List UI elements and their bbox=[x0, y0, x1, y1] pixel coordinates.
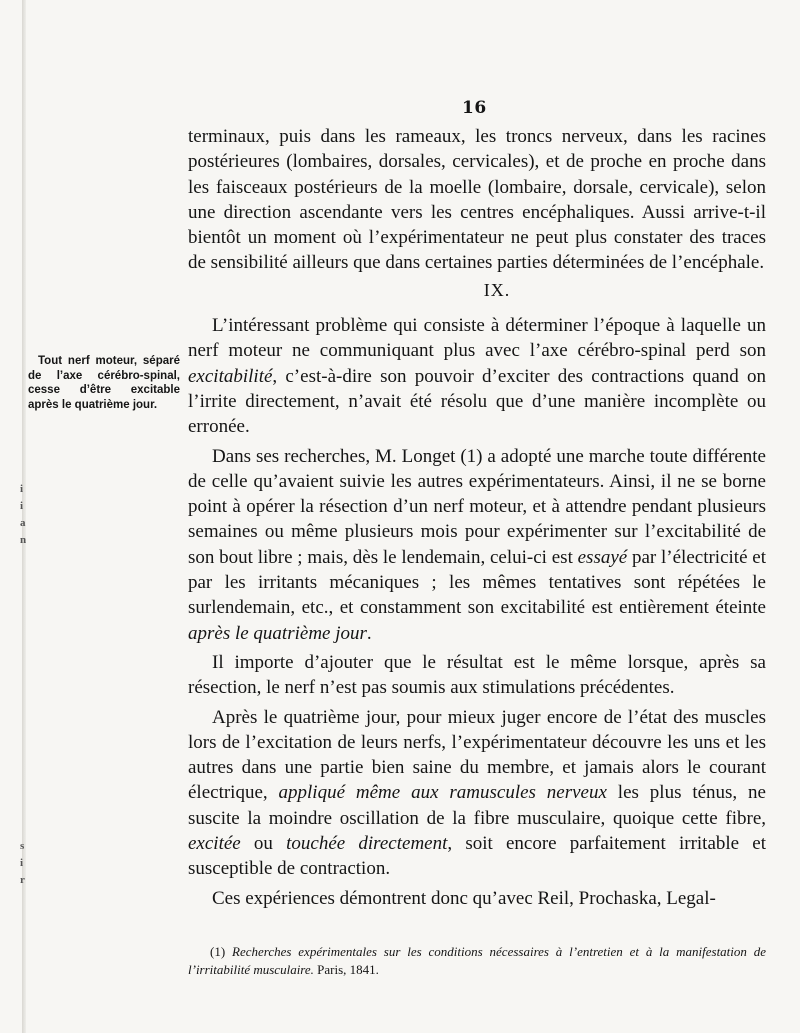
text-run: , c’est-à-dire son pouvoir d’exciter des contractions quand on l’irrite directement, n’avait été résolu que d’une manière incomplète ou erronée. bbox=[188, 365, 766, 438]
paragraph bbox=[188, 124, 766, 276]
text-run: par l’électricité et par les irritants mécaniques ; les mêmes tentatives sont répétées le surlendemain, etc., et constamment son excitabilité est entièrement éteinte bbox=[188, 546, 766, 619]
text-run: Après le quatrième jour, pour mieux juger encore de l’état des muscles lors de l’excitation de leurs nerfs, l’expérimentateur découvre les uns et les autres dans une partie bien saine du membre, et jamais alors le courant électrique, bbox=[188, 706, 766, 804]
footnote-marker: (1) bbox=[210, 944, 226, 959]
italic-text: excitabilité bbox=[188, 365, 273, 387]
footnote-text bbox=[225, 944, 232, 959]
text-run: L’intéressant problème qui consiste à déterminer l’époque à laquelle un nerf moteur ne communiquant plus avec l’axe cérébro-spinal perd son bbox=[188, 315, 766, 362]
paragraph bbox=[188, 313, 766, 439]
text-run: Dans ses recherches, M. Longet (1) a adopté une marche toute différente de celle qu’avaient suivie les autres expérimentateurs. Ainsi, il ne se borne point à opérer la résection d’un nerf moteur, et à attendre pendant plusieurs semaines ou même plusieurs mois pour expérimenter sur l’excitabilité de son bout libre ; mais, dès le lendemain, celui-ci est bbox=[188, 445, 766, 568]
text-run: ou bbox=[240, 833, 287, 855]
paragraph bbox=[188, 705, 766, 882]
margin-fragment: i bbox=[20, 500, 24, 512]
page-number: 16 bbox=[462, 98, 487, 118]
italic-text: après le quatrième jour bbox=[188, 622, 367, 644]
margin-fragment: i bbox=[20, 483, 24, 495]
footnote-italic-text: Recherches expérimentales sur les conditions nécessaires à l’entretien et à la manifestation de l’irritabilité musculaire. bbox=[188, 944, 767, 977]
italic-text: excitée bbox=[188, 833, 241, 855]
margin-fragment: s bbox=[20, 840, 25, 852]
margin-fragment: a bbox=[20, 517, 26, 529]
text-run: Il importe d’ajouter que le résultat est le même lorsque, après sa résection, le nerf n’est pas soumis aux stimulations précédentes. bbox=[188, 651, 766, 699]
italic-text: appliqué même aux ramuscules nerveux bbox=[278, 782, 607, 804]
margin-fragment: i bbox=[20, 857, 24, 869]
paragraph bbox=[188, 444, 766, 646]
main-text bbox=[188, 124, 766, 911]
text-run: les plus ténus, ne suscite la moindre oscillation de la fibre musculaire, quoique cette fibre, bbox=[188, 782, 766, 829]
italic-text: essayé bbox=[577, 546, 628, 568]
italic-text: touchée directement bbox=[286, 833, 448, 855]
footnote-text: Paris, 1841. bbox=[313, 962, 379, 977]
paragraph bbox=[188, 650, 766, 701]
footnote bbox=[188, 943, 766, 979]
section-heading: IX. bbox=[483, 279, 511, 300]
text-run: Ces expériences démontrent donc qu’avec Reil, Prochaska, Legal- bbox=[212, 887, 716, 909]
margin-fragment: n bbox=[20, 534, 27, 546]
text-run: , soit encore parfaitement irritable et susceptible de contraction. bbox=[188, 833, 766, 880]
text-run: terminaux, puis dans les rameaux, les troncs nerveux, dans les racines postérieures (lombaires, dorsales, cervicales), et de proche en proche dans les faisceaux postérieurs de la moelle (lombaire, dorsale, cervicale), selon une direction ascendante vers les centres encéphaliques. Aussi arrive-t-il bientôt un moment où l’expérimentateur ne peut plus constater des traces de sensibilité ailleurs que dans certaines parties déterminées de l’encéphale. bbox=[188, 126, 766, 274]
margin-fragment: r bbox=[20, 874, 25, 886]
text-run: . bbox=[366, 622, 372, 644]
paragraph bbox=[188, 886, 766, 911]
margin-note: Tout nerf moteur, séparé de l’axe cérébro-spinal, cesse d’être excitable après le quatrième jour. bbox=[28, 355, 180, 411]
